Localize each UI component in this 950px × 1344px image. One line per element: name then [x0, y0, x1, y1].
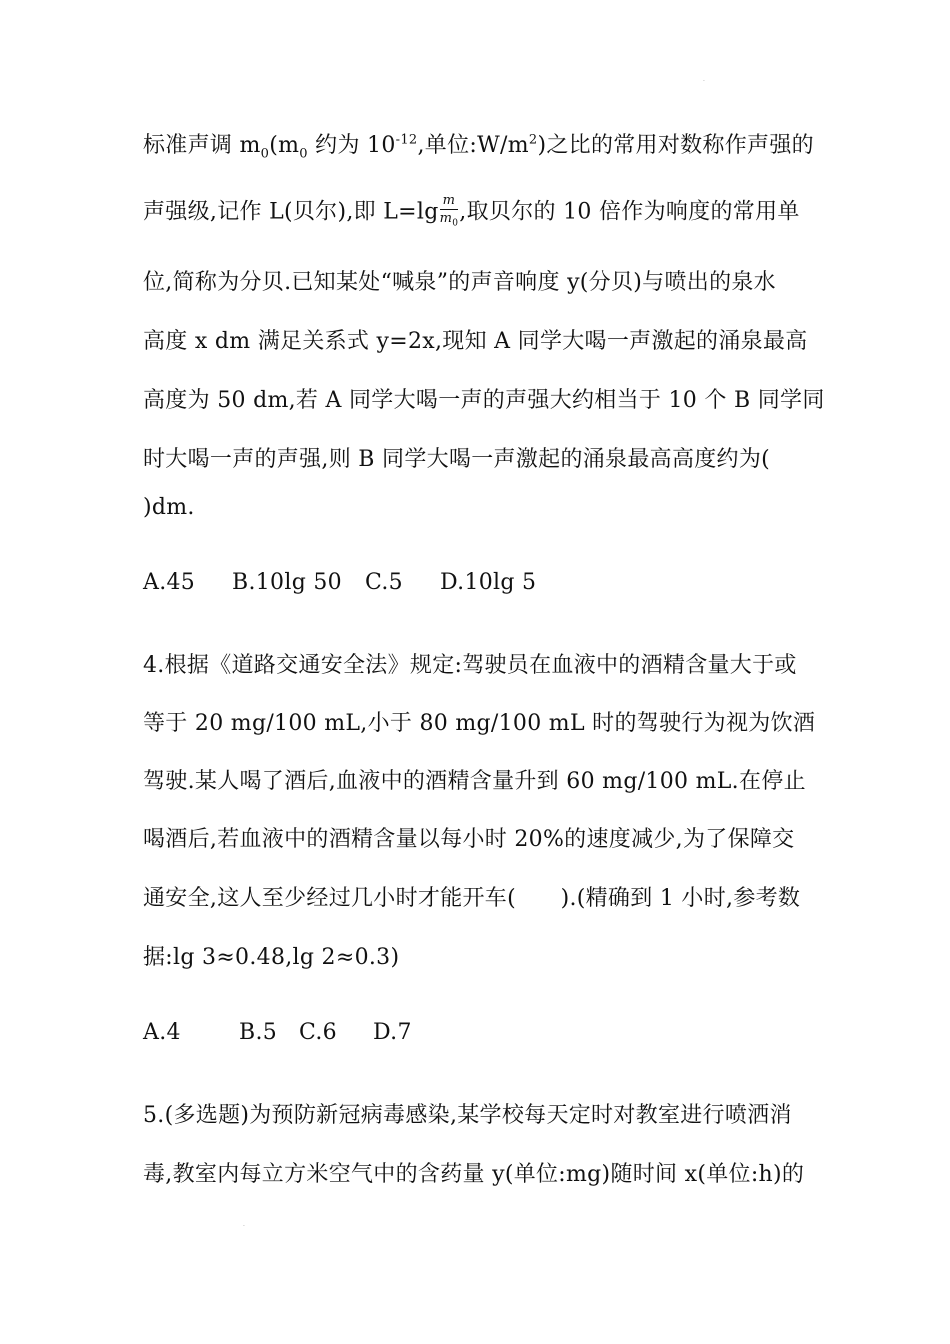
option-c: C.5	[365, 570, 403, 595]
problem3-line2: 声强级,记作 L(贝尔),即 L=lg $\frac{m}{m_0}$ ,取贝尔的 10 倍作为响度的常用单	[143, 192, 800, 233]
problem4-line3: 驾驶.某人喝了酒后,血液中的酒精含量升到 60 mg/100 mL.在停止	[143, 769, 806, 794]
problem4-line5: 通安全,这人至少经过几小时才能开车( ).(精确到 1 小时,参考数	[143, 886, 801, 911]
problem5-line2: 毒,教室内每立方米空气中的含药量 y(单位:mg)随时间 x(单位:h)的	[143, 1162, 805, 1187]
option-b: B.10lg 50	[232, 570, 342, 595]
option-b: B.5	[239, 1020, 278, 1045]
problem3-line1: 标准声调 $m_0(m_0$ 约为 $10^{-12}$,单位$:W/m^2$)之比的常用对数称作声强的	[143, 132, 814, 162]
problem4-line4: 喝酒后,若血液中的酒精含量以每小时 20%的速度减少,为了保障交	[143, 827, 795, 852]
scan-dot: ·	[243, 1223, 245, 1230]
problem3-line4: 高度 x dm 满足关系式 y=2x,现知 A 同学大喝一声激起的涌泉最高	[143, 329, 808, 354]
option-a: A.45	[143, 570, 196, 595]
problem3-line3: 位,简称为分贝.已知某处“喊泉”的声音响度 y(分贝)与喷出的泉水	[143, 270, 776, 295]
problem4-options	[143, 1020, 412, 1045]
scan-dot: ·	[703, 78, 705, 85]
problem3-line7: )dm.	[143, 495, 195, 520]
problem3-options	[143, 570, 536, 595]
option-c: C.6	[299, 1020, 337, 1045]
option-d: D.7	[373, 1020, 412, 1045]
fraction-m-over-m0: $\frac{m}{m_0}$	[439, 193, 459, 229]
problem4-line6: 据:lg 3≈0.48,lg 2≈0.3)	[143, 945, 400, 970]
problem4-line2: 等于 20 mg/100 mL,小于 80 mg/100 mL 时的驾驶行为视为饮酒	[143, 711, 816, 736]
problem3-line6: 时大喝一声的声强,则 B 同学大喝一声激起的涌泉最高高度约为(	[143, 447, 771, 472]
problem3-line5: 高度为 50 dm,若 A 同学大喝一声的声强大约相当于 10 个 B 同学同	[143, 388, 825, 413]
problem4-line1: 4.根据《道路交通安全法》规定:驾驶员在血液中的酒精含量大于或	[143, 653, 797, 678]
problem5-line1: 5.(多选题)为预防新冠病毒感染,某学校每天定时对教室进行喷洒消	[143, 1103, 792, 1128]
option-d: D.10lg 5	[440, 570, 537, 595]
option-a: A.4	[143, 1020, 181, 1045]
